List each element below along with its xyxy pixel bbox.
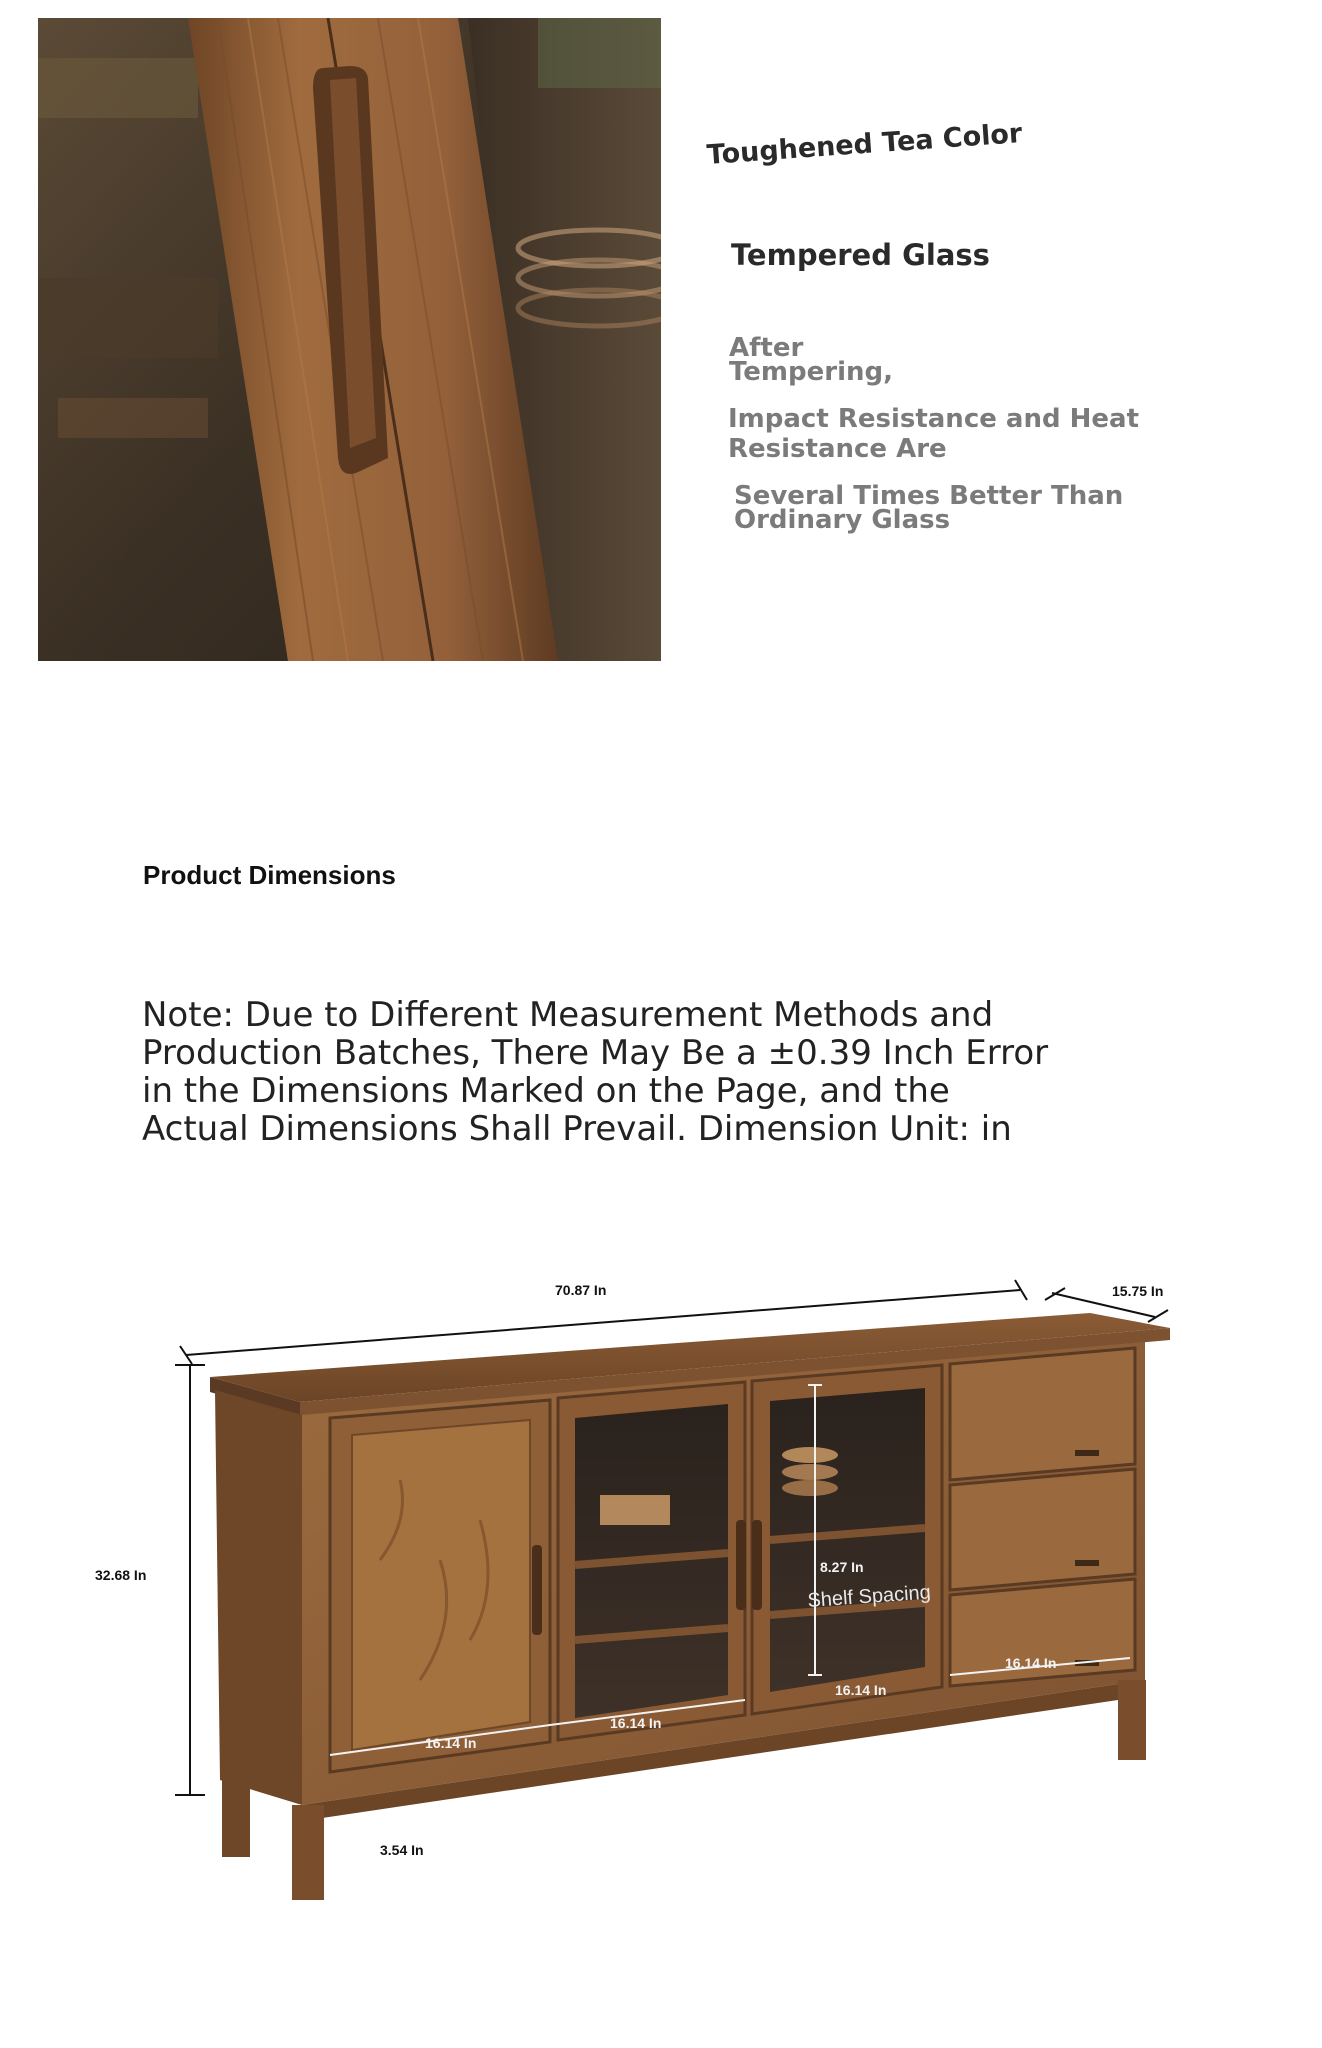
note-line: in the Dimensions Marked on the Page, and the — [142, 1071, 950, 1111]
cabinet-side — [215, 1390, 302, 1805]
shelf-height-label: 8.27 In — [820, 1559, 864, 1575]
feature-line-3-b: Ordinary Glass — [734, 505, 951, 535]
leg-front-right — [1118, 1680, 1146, 1760]
height-label: 32.68 In — [95, 1567, 147, 1583]
feature-line-1-a: After — [729, 333, 804, 363]
shelf-spacing-caption: Shelf Spacing — [806, 1581, 932, 1612]
dimensions-title: Product Dimensions — [143, 860, 396, 890]
feature-line-3-a: Several Times Better Than — [734, 481, 1124, 511]
door-left-width-label: 16.14 In — [425, 1735, 477, 1751]
glass-door-handle-photo — [38, 18, 661, 661]
left-door-handle — [532, 1545, 542, 1635]
feature-subtitle: Tempered Glass — [731, 238, 990, 272]
sideboard-illustration — [80, 1260, 1250, 1900]
feature-line-1-b: Tempering, — [729, 357, 893, 387]
width-label: 70.87 In — [555, 1282, 607, 1298]
drawer-width-label: 16.14 In — [1005, 1655, 1057, 1671]
glass-door-right-width-label: 16.14 In — [835, 1682, 887, 1698]
feature-line-2-b: Resistance Are — [728, 434, 947, 464]
leg-back-left — [222, 1780, 250, 1857]
glass-door-left-width-label: 16.14 In — [610, 1715, 662, 1731]
dimension-diagram — [80, 1260, 1250, 1900]
dimensions-note — [142, 995, 1049, 1149]
drawer-top — [950, 1348, 1135, 1480]
drawer-middle — [950, 1469, 1135, 1590]
note-line: Actual Dimensions Shall Prevail. Dimension Unit: in — [142, 1109, 1012, 1149]
note-line: Production Batches, There May Be a ±0.39 Inch Error — [142, 1033, 1049, 1073]
leg-front-left — [292, 1805, 324, 1900]
note-line: Note: Due to Different Measurement Methods and — [142, 995, 994, 1035]
glass-door-handle-left — [736, 1520, 746, 1610]
feature-line-2-a: Impact Resistance and Heat — [728, 404, 1139, 434]
feature-line-2 — [728, 404, 1139, 464]
feature-line-1 — [729, 333, 893, 387]
depth-label: 15.75 In — [1112, 1283, 1164, 1299]
feature-line-3 — [734, 481, 1124, 535]
product-closeup-image — [38, 18, 661, 661]
feature-title: Toughened Tea Color — [705, 118, 1024, 171]
leg-height-label: 3.54 In — [380, 1842, 424, 1858]
